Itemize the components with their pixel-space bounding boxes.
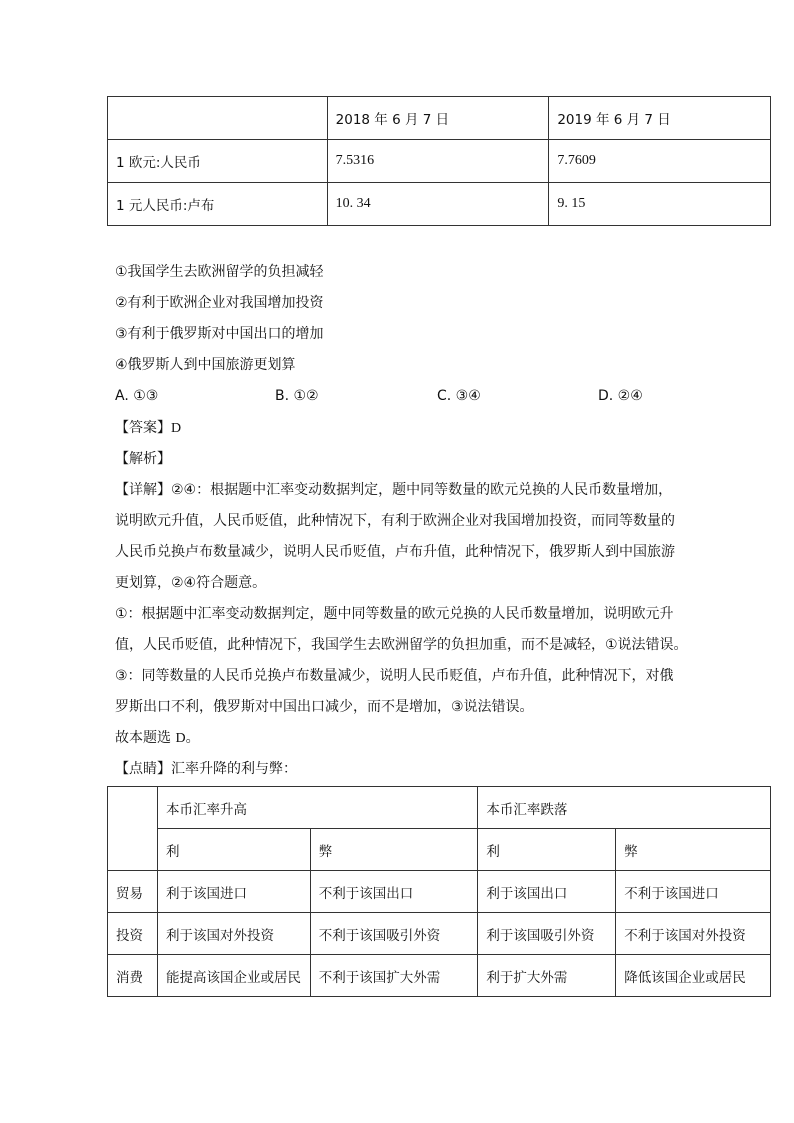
table-cell: 不利于该国进口 — [616, 871, 771, 913]
group-header-cell: 本币汇率升高 — [157, 787, 477, 829]
option-c: C. ③④ — [437, 388, 481, 404]
detail-line: 值，人民币贬值，此种情况下，我国学生去欧洲留学的负担加重，而不是减轻，①说法错误。 — [115, 637, 688, 653]
table-cell: 利于扩大外需 — [478, 955, 616, 997]
table-cell: 利于该国对外投资 — [157, 913, 310, 955]
conclusion-line — [115, 728, 200, 749]
sub-header-cell: 弊 — [616, 829, 771, 871]
detail-line: ①：根据题中汇率变动数据判定，题中同等数量的欧元兑换的人民币数量增加，说明欧元升 — [115, 606, 674, 622]
table-header-cell: 2019 年 6 月 7 日 — [549, 97, 771, 140]
row-label-cell: 投资 — [108, 913, 158, 955]
option-a: A. ①③ — [115, 388, 159, 404]
table-header-cell — [108, 97, 328, 140]
detail-line: 说明欧元升值，人民币贬值，此种情况下，有利于欧洲企业对我国增加投资，而同等数量的 — [115, 513, 675, 529]
row-label-cell: 消费 — [108, 955, 158, 997]
table-cell: 10. 34 — [327, 183, 549, 226]
table-cell: 7.7609 — [549, 140, 771, 183]
table-cell: 9. 15 — [549, 183, 771, 226]
statement-1: ①我国学生去欧洲留学的负担减轻 — [115, 264, 324, 280]
table-cell: 能提高该国企业或居民 — [157, 955, 310, 997]
table-cell: 利于该国出口 — [478, 871, 616, 913]
sub-header-cell: 利 — [478, 829, 616, 871]
conclusion-suffix: 。 — [185, 730, 200, 746]
pro-con-table — [107, 786, 771, 997]
table-cell: 不利于该国扩大外需 — [310, 955, 478, 997]
table-cell: 1 元人民币:卢布 — [108, 183, 328, 226]
table-cell: 1 欧元:人民币 — [108, 140, 328, 183]
table-cell: 不利于该国吸引外资 — [310, 913, 478, 955]
table-corner-cell — [108, 787, 158, 871]
table-header-row — [108, 829, 771, 871]
table-cell: 不利于该国出口 — [310, 871, 478, 913]
detail-line: ③：同等数量的人民币兑换卢布数量减少，说明人民币贬值，卢布升值，此种情况下，对俄 — [115, 668, 674, 684]
detail-line: 罗斯出口不利，俄罗斯对中国出口减少，而不是增加，③说法错误。 — [115, 699, 534, 715]
answer-value: D — [171, 421, 182, 436]
key-point-title: 【点睛】汇率升降的利与弊： — [115, 761, 297, 777]
statement-3: ③有利于俄罗斯对中国出口的增加 — [115, 326, 324, 342]
table-header-row — [108, 787, 771, 829]
table-header-cell: 2018 年 6 月 7 日 — [327, 97, 549, 140]
statement-2: ②有利于欧洲企业对我国增加投资 — [115, 295, 324, 311]
conclusion-value: D — [175, 731, 186, 746]
statement-4: ④俄罗斯人到中国旅游更划算 — [115, 357, 296, 373]
table-row — [108, 140, 771, 183]
detail-line: 更划算，②④符合题意。 — [115, 575, 267, 591]
answer-line — [115, 418, 181, 439]
exchange-rate-table — [107, 96, 771, 226]
table-cell: 不利于该国对外投资 — [616, 913, 771, 955]
sub-header-cell: 利 — [157, 829, 310, 871]
table-row — [108, 913, 771, 955]
table-cell: 7.5316 — [327, 140, 549, 183]
table-row — [108, 183, 771, 226]
group-header-cell: 本币汇率跌落 — [478, 787, 771, 829]
option-d: D. ②④ — [598, 388, 643, 404]
detail-line: 【详解】②④：根据题中汇率变动数据判定，题中同等数量的欧元兑换的人民币数量增加， — [115, 482, 673, 498]
table-cell: 利于该国吸引外资 — [478, 913, 616, 955]
table-row — [108, 871, 771, 913]
analysis-label: 【解析】 — [115, 451, 171, 467]
conclusion-prefix: 故本题选 — [115, 730, 176, 746]
table-cell: 降低该国企业或居民 — [616, 955, 771, 997]
option-b: B. ①② — [275, 388, 319, 404]
answer-label: 【答案】 — [115, 420, 171, 436]
table-cell: 利于该国进口 — [157, 871, 310, 913]
detail-line: 人民币兑换卢布数量减少，说明人民币贬值，卢布升值，此种情况下，俄罗斯人到中国旅游 — [115, 544, 675, 560]
table-row — [108, 955, 771, 997]
row-label-cell: 贸易 — [108, 871, 158, 913]
sub-header-cell: 弊 — [310, 829, 478, 871]
table-header-row — [108, 97, 771, 140]
